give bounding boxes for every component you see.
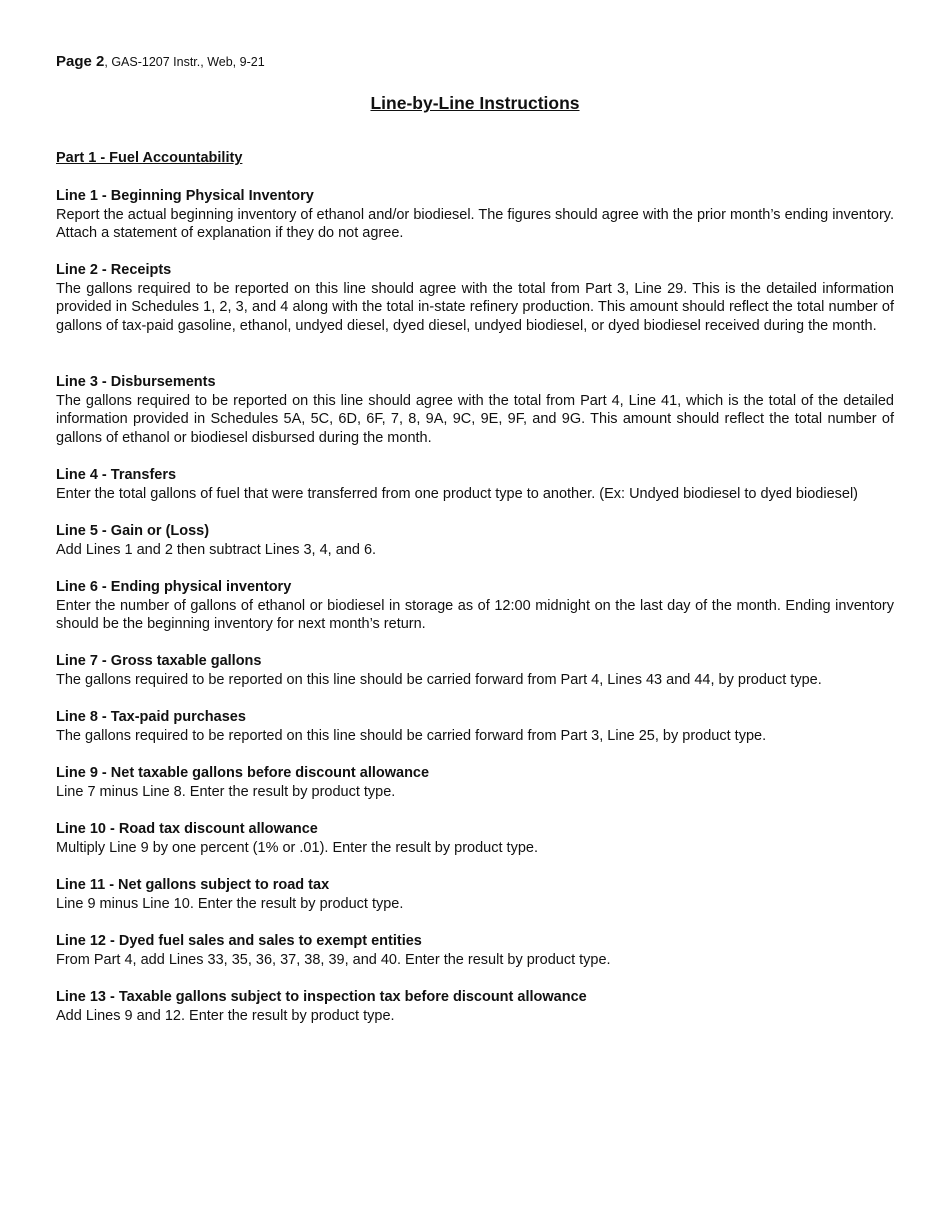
page-header xyxy=(56,52,265,72)
section-body: The gallons required to be reported on this line should agree with the total from Part 4, Line 41, which is the total of the detailed information provided in Schedules 5A, 5C, 6D, 6F, 7, 8, 9A, 9C, 9E, 9F, and 9G. This amount should reflect the total number of gallons of ethanol or biodiesel disbursed during the month. xyxy=(56,392,894,446)
part-1-heading: Part 1 - Fuel Accountability xyxy=(56,150,243,166)
section-heading: Line 12 - Dyed fuel sales and sales to exempt entities xyxy=(56,933,422,949)
section-body: The gallons required to be reported on this line should be carried forward from Part 4, Lines 43 and 44, by product type. xyxy=(56,671,822,688)
section-heading: Line 10 - Road tax discount allowance xyxy=(56,821,318,837)
page-title: Line-by-Line Instructions xyxy=(370,93,580,113)
section-body: Line 9 minus Line 10. Enter the result by product type. xyxy=(56,895,404,912)
line-1-section xyxy=(56,187,894,243)
section-heading: Line 1 - Beginning Physical Inventory xyxy=(56,188,314,204)
line-2-section xyxy=(56,261,894,335)
line-6-section xyxy=(56,578,894,634)
line-8-section xyxy=(56,708,894,745)
line-13-section xyxy=(56,988,894,1025)
section-body: Multiply Line 9 by one percent (1% or .01). Enter the result by product type. xyxy=(56,839,538,856)
section-body: From Part 4, add Lines 33, 35, 36, 37, 38, 39, and 40. Enter the result by product type. xyxy=(56,951,611,968)
line-3-section xyxy=(56,373,894,447)
section-body: Line 7 minus Line 8. Enter the result by product type. xyxy=(56,783,396,800)
form-info: , GAS-1207 Instr., Web, 9-21 xyxy=(104,55,265,69)
section-heading: Line 4 - Transfers xyxy=(56,467,177,483)
section-heading: Line 6 - Ending physical inventory xyxy=(56,579,292,595)
section-body: The gallons required to be reported on this line should agree with the total from Part 3, Line 29. This is the detailed information provided in Schedules 1, 2, 3, and 4 along with the total in-state refinery production. This amount should reflect the total number of gallons of tax-paid gasoline, ethanol, undyed diesel, dyed diesel, undyed biodiesel, or dyed biodiesel received during the month. xyxy=(56,280,894,334)
section-heading: Line 2 - Receipts xyxy=(56,262,172,278)
section-heading: Line 7 - Gross taxable gallons xyxy=(56,653,262,669)
section-heading: Line 3 - Disbursements xyxy=(56,374,216,390)
section-heading: Line 5 - Gain or (Loss) xyxy=(56,523,210,539)
section-body: Enter the number of gallons of ethanol or biodiesel in storage as of 12:00 midnight on the last day of the month. Ending inventory should be the beginning inventory for next month’s return. xyxy=(56,597,894,633)
section-heading: Line 8 - Tax-paid purchases xyxy=(56,709,246,725)
section-body: Report the actual beginning inventory of ethanol and/or biodiesel. The figures should agree with the prior month’s ending inventory. Attach a statement of explanation if they do not agree. xyxy=(56,206,894,242)
line-4-section xyxy=(56,466,894,503)
section-heading: Line 11 - Net gallons subject to road tax xyxy=(56,877,330,893)
section-heading: Line 9 - Net taxable gallons before discount allowance xyxy=(56,765,430,781)
section-heading: Line 13 - Taxable gallons subject to inspection tax before discount allowance xyxy=(56,989,587,1005)
line-5-section xyxy=(56,522,894,559)
section-body: Enter the total gallons of fuel that were transferred from one product type to another. (Ex: Undyed biodiesel to dyed biodiesel) xyxy=(56,485,858,502)
section-body: Add Lines 1 and 2 then subtract Lines 3, 4, and 6. xyxy=(56,541,377,558)
line-9-section xyxy=(56,764,894,801)
line-11-section xyxy=(56,876,894,913)
page-number: Page 2 xyxy=(56,53,105,70)
section-body: The gallons required to be reported on this line should be carried forward from Part 3, Line 25, by product type. xyxy=(56,727,767,744)
line-12-section xyxy=(56,932,894,969)
line-10-section xyxy=(56,820,894,857)
section-body: Add Lines 9 and 12. Enter the result by product type. xyxy=(56,1007,395,1024)
line-7-section xyxy=(56,652,894,689)
